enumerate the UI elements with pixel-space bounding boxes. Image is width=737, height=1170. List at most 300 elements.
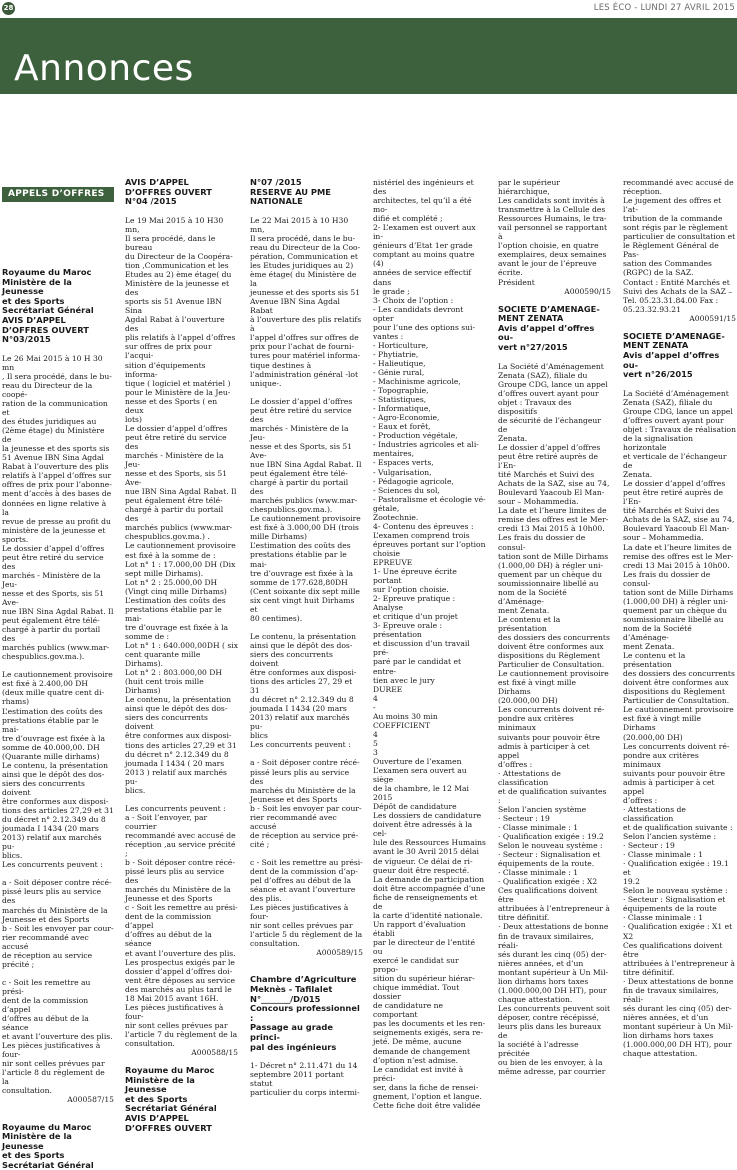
notice-text-line: - Halieutique,: [373, 358, 426, 368]
notice-text-line: Les frais du dossier de consul-: [623, 569, 711, 588]
notice-heading-line: vert n°26/2015: [623, 369, 693, 380]
notice-text-line: Dépôt de candidature: [373, 802, 457, 812]
notice-text-line: Le 22 Mai 2015 à 10 H30 mn,: [250, 215, 349, 234]
notice-text-line: c - Soit les remettre au prési-: [125, 903, 238, 913]
notice-text-line: chespublics.gov.ma.).: [250, 505, 333, 515]
notice-text-line: paré par le candidat et entre-: [373, 657, 462, 676]
notice-text-line: tion ,Communication et les: [125, 261, 229, 271]
notice-text-line: · Classe minimale : 1: [623, 850, 704, 860]
notice-text-line: La date et l’heure limites de: [498, 506, 607, 516]
spacer: [250, 957, 363, 966]
notice-text-line: Le dossier d’appel d’offres: [2, 543, 105, 553]
notice-heading-line: SOCIETE D’AMENAGE-: [623, 330, 725, 341]
notice-text-line: tions des articles 27, 29 et 31: [250, 677, 353, 696]
notice-text-line: peut également être télé-: [125, 496, 223, 506]
notice-text-line: est fixé à 2.400,00 DH: [2, 679, 88, 689]
notice-text-line: peut également être télé-: [250, 469, 348, 479]
notice-text-line: doivent être conformes aux: [498, 642, 604, 652]
notice-text-line: Président: [498, 277, 535, 287]
notice-heading-line: Concours professionnel :: [250, 1003, 360, 1023]
notice-text-line: (RGPC) de la SAZ.: [623, 268, 694, 278]
notice-text-line: objet : Travaux de réalisation: [623, 424, 736, 434]
notice-text-line: la carte d’identité nationale.: [373, 910, 483, 920]
spacer: [2, 1105, 114, 1114]
notice-text-line: (Quarante mille dirhams): [2, 751, 100, 761]
notice-text-line: prestations établie par le mai-: [125, 604, 222, 623]
notice-text-line: admis à participer à cet appel: [623, 777, 715, 796]
notice-text-line: sés durant les cinq (05) der-: [498, 949, 607, 959]
notice-heading-line: Royaume du Maroc: [125, 1065, 215, 1076]
notice-text-line: suivants pour pouvoir être: [498, 732, 600, 742]
notice-text-line: 05.23.32.93.21: [623, 304, 681, 314]
notice-text-line: Le cautionnement provisoire: [623, 705, 734, 715]
notice-text-line: · Classe minimale : 1: [498, 868, 579, 878]
notice-text-line: Achats de la SAZ, sise au 74,: [623, 515, 735, 525]
notice-text-line: attribuées à l’entrepreneur à: [623, 958, 735, 968]
notice-text-line: Les concurrents doivent ré-: [498, 705, 605, 715]
notice-text-line: marchés du Ministère de la: [125, 885, 231, 895]
notice-heading-line: Passage au grade princi-: [250, 1022, 333, 1042]
notice-text-line: Le dossier d’appel d’offres: [498, 443, 601, 452]
notice-text-line: sept mille Dirhams).: [125, 568, 204, 578]
notice-text-line: gétale,: [373, 503, 400, 513]
notice-text-line: ment Zenata.: [623, 642, 675, 652]
notice-text-line: - Pastoralisme et écologie vé-: [373, 494, 486, 504]
notice-text-line: l’article 8 du règlement de la: [2, 1068, 105, 1087]
spacer: [125, 795, 238, 804]
notice-text-line: ainsi que le dépôt des dos-: [2, 769, 105, 779]
notice-text-line: doit être accompagnée d’une: [373, 883, 486, 893]
notice-text-line: et avant l’ouverture des plis.: [2, 1032, 113, 1042]
notice-heading-line: et des Sports: [2, 295, 65, 306]
notice-heading-line: Ministère de la Jeunesse: [2, 276, 72, 297]
notice-text-line: nue IBN Sina Agdal Rabat. Il: [2, 607, 114, 617]
notice-heading-line: MENT ZENATA: [498, 313, 564, 324]
notice-heading-line: SOCIETE D’AMENAGE-: [498, 303, 600, 314]
notice-text-line: joumada I 1434 ( 20 mars: [125, 758, 225, 768]
notice-text-line: L’estimation des coûts des: [2, 706, 103, 716]
notice-text-line: 3- Epreuve orale : présentation: [373, 621, 443, 640]
notice-text-line: ministère de la jeunesse et: [2, 525, 106, 535]
notice-text-line: Avenue IBN Sina Agdal Rabat: [250, 297, 340, 316]
notice-heading-line: D’OFFRES OUVERT: [125, 1122, 212, 1133]
notice-text-line: · Qualification exigée : 19.2: [498, 832, 604, 842]
notice-text-line: Les concurrents doivent ré-: [623, 741, 730, 751]
notice-text-line: Les concurrents peuvent :: [2, 860, 103, 870]
notice-text-line: tien avec le jury: [373, 675, 435, 685]
notice-text-line: tité Marchés et Suivi des: [623, 506, 720, 516]
notice-text-line: relatifs à l’appel d’offres sur: [2, 471, 112, 481]
notice-text-line: b - Soit déposer contre récé-: [125, 858, 235, 868]
notice-text-line: soumissionnaire libellé au: [623, 614, 724, 624]
notice-text-line: siers des concurrents doivent: [2, 778, 85, 797]
notice-text-line: des plis.: [250, 894, 282, 904]
notice-text-line: Les candidats sont invités à: [498, 196, 605, 206]
notice-text-line: avant le jour de l’épreuve: [498, 259, 597, 269]
notice-text-line: montant supérieur à Un Mil-: [623, 1022, 734, 1031]
notice-text-line: vent être déposes au service: [125, 975, 236, 985]
notice-text-line: tique ( logiciel et matériel ): [125, 378, 231, 388]
notice-text-line: tre d’ouvrage est fixée à la: [125, 622, 229, 632]
notice-text-line: des dossiers des concurrents: [498, 632, 610, 642]
notice-text-line: · Secteur : 19: [623, 841, 675, 851]
notice-text-line: sour – Mohammedia.: [498, 497, 579, 507]
notice-text-line: Ces qualifications doivent être: [498, 886, 598, 905]
notice-text-line: sation des Commandes: [623, 259, 712, 269]
notice-text-line: tique destines à: [250, 360, 312, 370]
notice-text-line: blics: [250, 731, 268, 741]
notice-text-line: peut être retiré du service des: [2, 552, 104, 571]
notice-text-line: Les concurrents peuvent :: [250, 740, 351, 750]
notice-text-line: et discussion d’un travail pré-: [373, 639, 470, 658]
notice-text-line: reau du Directeur de la coopé-: [2, 380, 93, 399]
notice-text-line: d’offres au début de la séance: [2, 1014, 89, 1033]
notice-text-line: réception.: [623, 187, 663, 197]
notice-heading-line: Avis d’appel d’offres ou-: [498, 322, 595, 343]
notice-text-line: de la signalisation horizontale: [623, 433, 693, 452]
notice-reference: A000591/15: [689, 313, 736, 323]
notice-text-line: EPREUVE: [373, 557, 413, 567]
notice-text-line: et verticale de l’échangeur de: [623, 452, 727, 471]
notice-text-line: peut être retiré du service des: [250, 405, 352, 424]
notice-text-line: cité ;: [250, 839, 270, 849]
notice-text-line: soumissionnaire libellé au: [498, 578, 599, 588]
notice-text-line: particulier de consultation et: [623, 232, 736, 242]
notice-text-line: - Vulgarisation,: [373, 467, 432, 477]
notice-heading-line: pal des ingénieurs: [250, 1041, 337, 1052]
notice-text-line: déposer, contre récépissé,: [498, 1012, 599, 1022]
notice-text-line: blics.: [125, 785, 146, 795]
notice-text-line: - Horticulture,: [373, 340, 429, 350]
notice-text-line: d’offres ouvert ayant pour: [623, 415, 724, 425]
notice-text-line: de la chambre, le 12 Mai 2015: [373, 784, 469, 803]
notice-text-line: épreuves portant sur l’option: [373, 539, 486, 549]
notice-text-line: siers des concurrents doivent: [125, 713, 208, 732]
notice-text-line: chaque attestation.: [623, 1049, 698, 1059]
notice-text-line: titre définitif.: [498, 913, 550, 923]
notice-text-line: difié et complété ;: [373, 214, 443, 224]
notice-text-line: Le dossier d’appel d’offres: [250, 396, 353, 406]
notice-text-line: de candidature ne comportant: [373, 1001, 443, 1020]
notice-text-line: Ministère de la jeunesse et des: [125, 279, 230, 298]
notice-text-line: nesse et des Sports ( en deux: [125, 396, 218, 415]
notice-text-line: d’offres au début de la séance: [125, 930, 212, 949]
notice-text-line: · Secteur : Signalisation et: [498, 850, 601, 860]
notice-text-line: Les prospectus exigés par le: [125, 957, 235, 967]
notice-text-line: suivants pour pouvoir être: [623, 768, 725, 778]
notice-text-line: Les pièces justificatives à four-: [2, 1041, 101, 1060]
notice-heading-line: AVIS D’APPEL: [125, 177, 189, 187]
notice-text-line: Le contenu et la présentation: [623, 651, 686, 670]
notice-text-line: peut être retiré du service des: [125, 432, 227, 451]
notice-text-line: La Société d’Aménagement: [498, 361, 604, 371]
notice-text-line: sont régis par le règlement: [623, 223, 728, 233]
notice-text-line: des dossiers des concurrents: [623, 669, 735, 679]
notice-text-line: exemplaires, deux semaines: [498, 250, 607, 260]
notice-text-line: ainsi que le dépôt des dos-: [125, 704, 228, 714]
notice-text-line: Lot n° 1 : 640.000,00DH ( six: [125, 640, 238, 650]
notice-text-line: peut être retiré auprès de l’En-: [623, 488, 724, 507]
notice-text-line: · Attestations de classification: [498, 768, 561, 787]
notice-text-line: revue de presse au profit du: [2, 516, 111, 526]
notice-text-line: Particulier de Consultation.: [623, 696, 730, 706]
notice-text-line: tre d’ouvrage est fixée à la: [2, 733, 106, 743]
notice-text-line: par le directeur de l’entité ou: [373, 937, 475, 956]
notice-text-line: · Deux attestations de bonne: [498, 922, 609, 932]
notice-text-line: · Secteur : 19: [498, 813, 550, 823]
notice-text-line: (Cent soixante dix sept mille: [250, 586, 360, 596]
text-column-5: [498, 178, 611, 1077]
notice-text-line: vantes :: [373, 331, 404, 341]
spacer: [125, 207, 238, 216]
notice-reference: A000588/15: [191, 1048, 238, 1058]
notice-text-line: pondre aux critères minimaux: [498, 714, 574, 733]
notice-text-line: du décret n° 2.12.349 du 8: [125, 749, 229, 759]
notice-text-line: L’examen comprend trois: [373, 530, 470, 540]
notice-text-line: séance et avant l’ouverture: [250, 885, 356, 895]
notice-text-line: architectes, tel qu’il a été mo-: [373, 196, 472, 215]
notice-heading-line: et des Sports: [125, 1093, 188, 1104]
notice-text-line: Un rapport d’évaluation établi: [373, 919, 466, 938]
notice-text-line: Ouverture de l’examen: [373, 757, 462, 766]
notice-text-line: précité ;: [2, 959, 35, 969]
notice-text-line: sés durant les cinq (05) der-: [623, 1003, 732, 1013]
notice-text-line: , Il sera procédé, dans le bu-: [2, 371, 112, 381]
notice-text-line: chespublics.gov.ma.) .: [125, 532, 210, 542]
notice-text-line: COEFFICIENT: [373, 720, 431, 730]
notice-text-line: (1.000,00 DH) à régler uni-: [498, 560, 603, 570]
notice-text-line: dent de la commission d’appel: [125, 912, 212, 931]
notice-text-line: tre d’ouvrage est fixée à la: [250, 568, 354, 578]
spacer: [2, 250, 114, 259]
notice-text-line: Zenata (SAZ), filiale du: [623, 397, 713, 407]
notice-text-line: joumada I 1434 (20 mars: [2, 824, 99, 834]
notice-text-line: est fixé à la somme de :: [125, 550, 216, 560]
notice-text-line: Selon l’ancien système :: [623, 832, 717, 842]
notice-text-line: La demande de participation: [373, 874, 485, 884]
notice-heading-line: MENT ZENATA: [623, 340, 689, 351]
notice-text-line: marchés - Ministère de la Jeu-: [125, 451, 224, 470]
notice-heading-line: Meknès - Tafilalet: [250, 984, 333, 995]
notice-text-line: dispositions du Règlement: [623, 687, 725, 697]
notice-text-line: le grade ;: [373, 286, 410, 296]
notice-text-line: Le cautionnement provisoire: [125, 541, 236, 551]
notice-text-line: leurs plis dans les bureaux de: [498, 1022, 602, 1041]
notice-text-line: équipements de la route: [623, 904, 717, 914]
notice-text-line: · Qualification exigée : X1 et: [623, 922, 733, 932]
notice-text-line: cent quarante mille Dirhams).: [125, 650, 201, 669]
notice-text-line: - Génie rural,: [373, 367, 425, 377]
page-header: [0, 0, 737, 18]
notice-heading-line: Royaume du Maroc: [2, 267, 92, 277]
notice-text-line: 51 Avenue IBN Sina Agdal: [2, 453, 104, 463]
spacer: [250, 749, 363, 758]
notice-text-line: sour – Mohammedia.: [623, 533, 704, 543]
notice-text-line: somme de :: [125, 631, 170, 641]
notice-text-line: chargé à partir du portail des: [250, 478, 349, 497]
notice-text-line: pissé leurs plis au service des: [125, 867, 225, 886]
notice-text-line: consultation.: [250, 939, 300, 949]
notice-text-line: d’option n’est admise.: [373, 1055, 459, 1065]
notice-text-line: seignements exigés, sera re-: [373, 1028, 483, 1038]
notice-text-line: Le dossier d’appel d’offres: [125, 423, 228, 433]
notice-heading-line: D’OFFRES OUVERT: [125, 186, 212, 197]
notice-text-line: Zenata.: [623, 470, 653, 480]
notice-text-line: Les dossiers de candidature: [373, 811, 482, 821]
notice-text-line: - Topographie,: [373, 386, 429, 396]
notice-text-line: somme de 177.628,80DH: [250, 577, 348, 587]
notice-text-line: quement par un chèque du: [623, 605, 727, 615]
notice-text-line: a - Soit déposer contre récé-: [250, 758, 360, 768]
text-column-6: [623, 178, 736, 1059]
notice-text-line: ainsi que le dépôt des dos-: [250, 640, 353, 650]
notice-heading-line: Avis d’appel d’offres ou-: [623, 349, 720, 370]
notice-text-line: marchés publics (www.mar-: [2, 643, 110, 653]
notice-heading-line: vert n°27/2015: [498, 341, 568, 352]
notice-text-line: équipements de la route.: [498, 859, 595, 869]
notice-text-line: - Production végétale,: [373, 431, 458, 441]
notice-text-line: pas les documents et les ren-: [373, 1019, 486, 1029]
notice-text-line: c - Soit les remettre au prési-: [250, 857, 363, 867]
notice-text-line: (huit cent trois mille Dirhams): [125, 677, 204, 696]
notice-text-line: et critique d’un projet: [373, 612, 458, 622]
notice-text-line: exercé le candidat sur propo-: [373, 956, 459, 975]
notice-text-line: le Règlement Général de Pas-: [623, 241, 719, 260]
notice-text-line: chaque attestation.: [498, 994, 573, 1004]
notice-text-line: l’option choisie, en quatre: [498, 241, 599, 251]
notice-text-line: l’article 7 du règlement de la: [125, 1029, 238, 1039]
running-head: LES ÉCO - LUNDI 27 AVRIL 2015: [593, 3, 735, 13]
notice-heading-line: Secrétariat Général: [2, 1159, 94, 1170]
notice-text-line: Ces qualifications doivent être: [623, 940, 723, 959]
notice-text-line: tation sont de Mille Dirhams: [498, 551, 609, 561]
notice-heading-line: NATIONALE: [250, 196, 303, 207]
notice-text-line: nistériel des ingénieurs et des: [373, 178, 474, 197]
notice-text-line: septembre 2011 portant statut: [250, 1070, 344, 1089]
notice-text-line: (20.000,00 DH): [498, 696, 558, 706]
notice-text-line: pissé leurs plis au service des: [250, 767, 350, 786]
notice-text-line: de vigueur. Ce délai de ri-: [373, 856, 473, 866]
notice-text-line: de réception au service pré-: [250, 830, 359, 840]
notice-heading-line: Ministère de la Jeunesse: [125, 1074, 195, 1095]
notice-heading-line: et des Sports: [2, 1150, 65, 1161]
notice-text-line: est fixé à 3.000,00 DH (trois: [250, 523, 359, 533]
notice-text-line: 2013) relatif aux marchés pu-: [250, 713, 350, 732]
notice-text-line: Rabat à l’ouverture des plis: [2, 462, 109, 472]
notice-text-line: sports.: [2, 534, 29, 544]
notice-text-line: génieurs d’Etat 1er grade: [373, 241, 473, 251]
text-column-2: [125, 177, 238, 1133]
notice-text-line: dent de la commission d’ap-: [250, 866, 358, 876]
notice-text-line: (1.000,00 DH) à régler uni-: [623, 596, 728, 606]
notice-text-line: écrite.: [498, 268, 523, 278]
notice-text-line: marchés du Ministère de la: [2, 905, 108, 915]
notice-heading-line: Ministère de la Jeunesse: [2, 1131, 72, 1151]
notice-text-line: - Les candidats devront opter: [373, 304, 464, 323]
notice-text-line: tribution de la commande: [623, 214, 723, 224]
notice-text-line: chargé à partir du portail des: [2, 625, 101, 644]
notice-text-line: Le contenu et la présentation: [498, 614, 561, 633]
notice-text-line: Le candidat est invité à préci-: [373, 1064, 464, 1083]
notice-text-line: être conformes aux disposi-: [2, 797, 109, 806]
notice-text-line: nesse et des Sports, sis 51 Ave-: [2, 588, 105, 608]
notice-text-line: prestations établie par le mai-: [2, 715, 99, 734]
notice-text-line: b - Soit les envoyer par cour-: [2, 923, 114, 933]
notice-text-line: joumada I 1434 (20 mars: [250, 704, 347, 714]
notice-text-line: - Industries agricoles et ali-: [373, 440, 479, 450]
notice-text-line: 4: [373, 729, 378, 739]
notice-text-line: la jeunesse et des sports sis: [2, 444, 110, 454]
notice-text-line: lule des Ressources Humains: [373, 838, 486, 848]
notice-text-line: pour le Ministère de la Jeu-: [125, 387, 231, 397]
notice-text-line: (1.000.000,00 DH HT), pour: [498, 985, 607, 995]
notice-text-line: du Directeur de la Coopéra-: [125, 251, 233, 261]
notice-text-line: Boulevard Yaacoub El Man-: [623, 524, 730, 534]
notice-text-line: Groupe CDG, lance un appel: [498, 379, 608, 389]
notice-text-line: jeunesse et des sports sis 51: [250, 288, 361, 298]
notice-text-line: - Agro-Economie,: [373, 413, 440, 423]
notice-heading-line: N°_______/D/015: [250, 993, 321, 1004]
notice-text-line: Les pièces justificatives à four-: [125, 1002, 224, 1021]
spacer: [498, 353, 611, 362]
notice-text-line: lion dirhams hors taxes: [623, 1031, 714, 1041]
notice-reference: A000590/15: [564, 286, 611, 296]
notice-text-line: 1- Une épreuve écrite portant: [373, 567, 457, 586]
spacer: [250, 623, 363, 632]
notice-text-line: b - Soit les envoyer par cour-: [250, 803, 362, 813]
notice-text-line: · Qualification exigée : 19.1 et: [623, 859, 729, 878]
notice-text-line: par le supérieur hiérarchique,: [498, 178, 560, 197]
notice-text-line: (Vingt cinq mille Dirhams): [125, 586, 227, 596]
notice-text-line: Le 19 Mai 2015 à 10 H30 mn,: [125, 215, 224, 234]
notice-text-line: être conformes aux disposi-: [125, 731, 232, 741]
notice-text-line: lion dirhams hors taxes: [498, 976, 589, 986]
notice-text-line: Jeunesse et des Sports: [125, 894, 213, 904]
notice-text-line: des études juridiques au: [2, 417, 97, 427]
notice-text-line: marchés du Ministère de la: [250, 785, 356, 795]
notice-text-line: Zootechnie.: [373, 512, 419, 522]
text-column-4: [373, 178, 486, 1110]
notice-heading-line: D’OFFRES OUVERT: [2, 324, 89, 335]
notice-text-line: Zenata.: [498, 433, 528, 443]
notice-text-line: (1.000.000,00 DH HT), pour: [623, 1040, 732, 1050]
notice-text-line: attribuées à l’entrepreneur à: [498, 904, 610, 914]
notice-text-line: est fixé à vingt mille Dirhams: [623, 714, 701, 733]
notice-text-line: - Phytiatrie,: [373, 349, 419, 359]
notice-text-line: de sécurité de l’échangeur de: [498, 415, 601, 434]
notice-text-line: nesse et des Sports, sis 51 Ave-: [250, 441, 353, 460]
notice-text-line: Les frais du dossier de consul-: [498, 533, 586, 552]
notice-text-line: les Etudes juridiques au 2): [250, 261, 354, 271]
notice-text-line: La Société d’Aménagement: [623, 388, 729, 398]
notice-text-line: chargé à partir du portail des: [125, 505, 224, 524]
notice-text-line: Le 26 Mai 2015 à 10 H 30 mn: [2, 353, 103, 372]
notice-text-line: Il sera procédé, dans le bu-: [250, 233, 356, 243]
notice-text-line: - Informatique,: [373, 404, 431, 414]
notice-text-line: est fixé à vingt mille Dirhams: [498, 678, 576, 697]
notice-text-line: - Espaces verts,: [373, 458, 434, 468]
notice-text-line: nir sont celles prévues par: [2, 1059, 105, 1069]
notice-heading-line: Secrétariat Général: [2, 305, 94, 316]
notice-text-line: être conformes aux disposi-: [250, 668, 357, 678]
notice-heading-line: N°03/2015: [2, 334, 51, 345]
notice-text-line: nue IBN Sina Agdal Rabat. Il: [250, 460, 362, 469]
notice-text-line: mentaires,: [373, 449, 415, 459]
notice-text-line: credi 13 Mai 2015 à 10h00.: [623, 560, 730, 570]
notice-text-line: doivent être conformes aux: [623, 678, 729, 688]
notice-text-line: six cent vingt huit Dirhams et: [250, 595, 355, 614]
notice-reference: A000587/15: [67, 1095, 114, 1105]
